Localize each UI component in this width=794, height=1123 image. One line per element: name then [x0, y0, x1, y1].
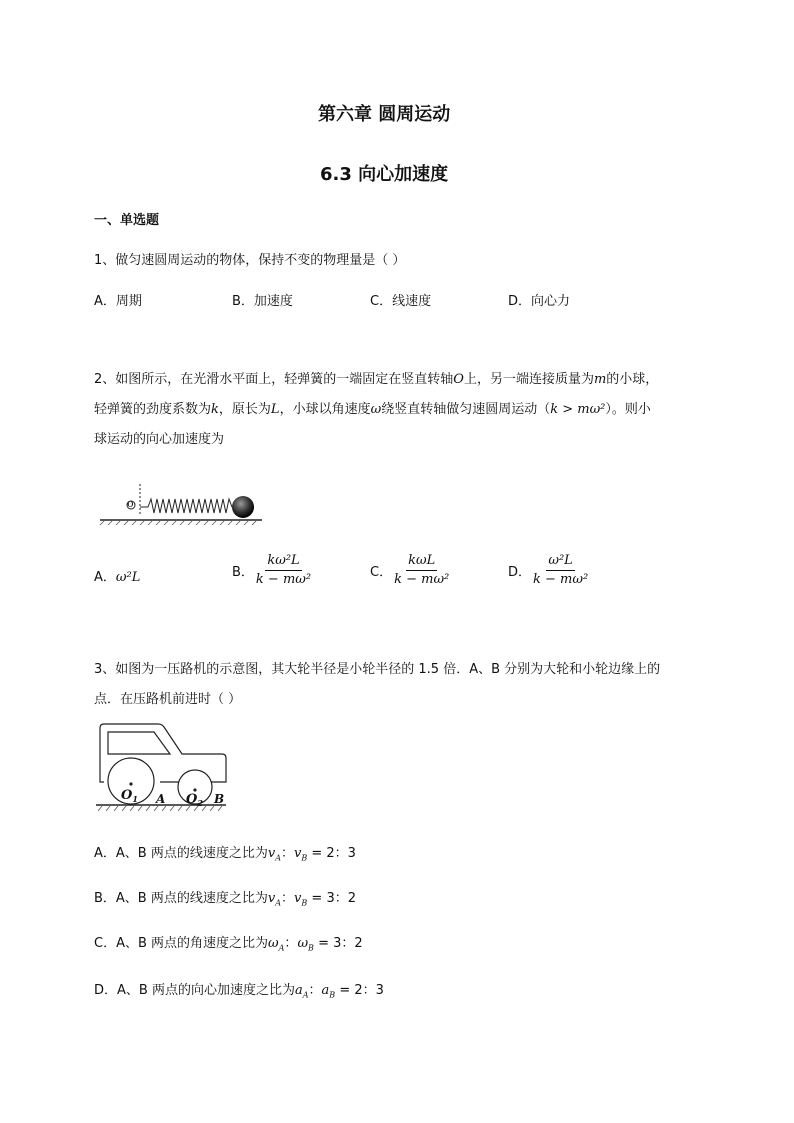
- var-symbol: v: [267, 891, 276, 906]
- q3-option-a: [94, 842, 356, 863]
- q2-text: 上，另一端连接质量为: [463, 372, 594, 387]
- question-2-line-2: [94, 398, 651, 417]
- q1-option-c: C．线速度: [370, 294, 432, 309]
- numerator: kωL: [406, 553, 437, 571]
- option-d-fraction: [531, 553, 590, 588]
- var-symbol: v: [294, 891, 302, 906]
- var-k: k: [211, 402, 219, 417]
- subscript: B: [301, 853, 308, 863]
- option-text: ：: [308, 983, 322, 998]
- option-text: A．A、B 两点的线速度之比为: [94, 846, 268, 861]
- q1-option-a: A．周期: [94, 294, 142, 309]
- chapter-title: 第六章 圆周运动: [318, 104, 451, 125]
- ball: [232, 496, 254, 518]
- option-text: D．A、B 两点的向心加速度之比为: [94, 983, 295, 998]
- option-a-expr: ω²L: [115, 570, 141, 585]
- label-o2: $O_2$: [186, 792, 203, 808]
- q2-text: ）。则小: [605, 402, 651, 417]
- spring: [140, 499, 236, 513]
- q2-text: 2、如图所示，在光滑水平面上，轻弹簧的一端固定在竖直转轴: [94, 372, 454, 387]
- subscript: A: [278, 943, 285, 953]
- q2-option-a: [94, 566, 140, 585]
- part-heading: 一、单选题: [94, 213, 160, 228]
- subscript: A: [302, 990, 309, 1000]
- var-symbol: ω: [268, 936, 279, 951]
- option-c-fraction: [392, 553, 451, 588]
- var-o: O: [453, 372, 464, 387]
- option-label: A．: [94, 570, 116, 585]
- var-symbol: ω: [297, 936, 309, 951]
- var-l: L: [270, 402, 280, 417]
- vehicle-window: [108, 732, 170, 754]
- q2-option-c: [370, 553, 451, 588]
- q2-option-d: [508, 553, 590, 588]
- question-1-stem: 1、做匀速圆周运动的物体，保持不变的物理量是（ ）: [94, 253, 406, 268]
- numerator: kω²L: [265, 553, 301, 571]
- var-symbol: v: [267, 846, 276, 861]
- subscript: A: [275, 853, 281, 863]
- subscript: A: [275, 898, 282, 908]
- q2-text: 绕竖直转轴做匀速圆周运动（: [381, 402, 551, 417]
- denominator: k − mω²: [394, 572, 450, 587]
- option-text: C．A、B 两点的角速度之比为: [94, 936, 269, 951]
- q3-option-b: [94, 887, 356, 908]
- label-b: B: [214, 792, 225, 806]
- q1-option-d: D．向心力: [508, 294, 571, 309]
- ground-hatching: [100, 521, 256, 525]
- q2-text: ，小球以角速度: [279, 402, 371, 417]
- q2-text: ，原长为: [218, 402, 271, 417]
- question-2-line-3: 球运动的向心加速度为: [94, 432, 225, 447]
- q2-text: 轻弹簧的劲度系数为: [94, 402, 212, 417]
- big-wheel-center: [129, 782, 132, 785]
- option-text: = 3：2: [313, 936, 363, 951]
- label-o1: $O_1$: [121, 788, 138, 804]
- option-label: C．: [370, 565, 393, 580]
- option-label: B．: [232, 565, 254, 580]
- option-text: = 2：3: [307, 846, 356, 861]
- numerator: ω²L: [546, 553, 574, 571]
- axis-label-o-visible: o: [127, 497, 134, 510]
- q1-option-b: B．加速度: [232, 294, 293, 309]
- question-3-line-2: 点．在压路机前进时（ ）: [94, 692, 242, 707]
- q3-option-c: [94, 932, 363, 953]
- q2-text: 的小球，: [606, 372, 659, 387]
- q3-option-d: [94, 979, 384, 1000]
- option-b-fraction: [254, 553, 313, 588]
- subscript: B: [308, 943, 314, 953]
- var-symbol: a: [321, 983, 330, 998]
- spring-ball-figure: [96, 480, 266, 528]
- option-text: = 3：2: [307, 891, 356, 906]
- label-a: A: [156, 792, 166, 806]
- option-text: ：: [284, 936, 298, 951]
- option-text: = 2：3: [335, 983, 384, 998]
- var-m: m: [593, 372, 607, 387]
- var-omega: ω: [370, 402, 382, 417]
- question-3-line-1: 3、如图为一压路机的示意图，其大轮半径是小轮半径的 1.5 倍．A、B 分别为大轮和小轮边缘上的: [94, 662, 661, 677]
- question-2-line-1: [94, 368, 658, 387]
- option-text: B．A、B 两点的线速度之比为: [94, 891, 268, 906]
- var-symbol: v: [294, 846, 302, 861]
- roller-ground-hatching: [98, 806, 222, 811]
- denominator: k − mω²: [533, 572, 589, 587]
- var-symbol: a: [294, 983, 303, 998]
- subscript: B: [301, 898, 308, 908]
- option-label: D．: [508, 565, 532, 580]
- road-roller-figure: [94, 716, 228, 814]
- subscript: B: [329, 990, 336, 1000]
- denominator: k − mω²: [255, 572, 312, 587]
- option-text: ：: [280, 846, 294, 861]
- condition-expr: k > mω²: [550, 402, 606, 417]
- q2-option-b: [232, 553, 313, 588]
- section-title: 6.3 向心加速度: [320, 164, 449, 185]
- option-text: ：: [281, 891, 295, 906]
